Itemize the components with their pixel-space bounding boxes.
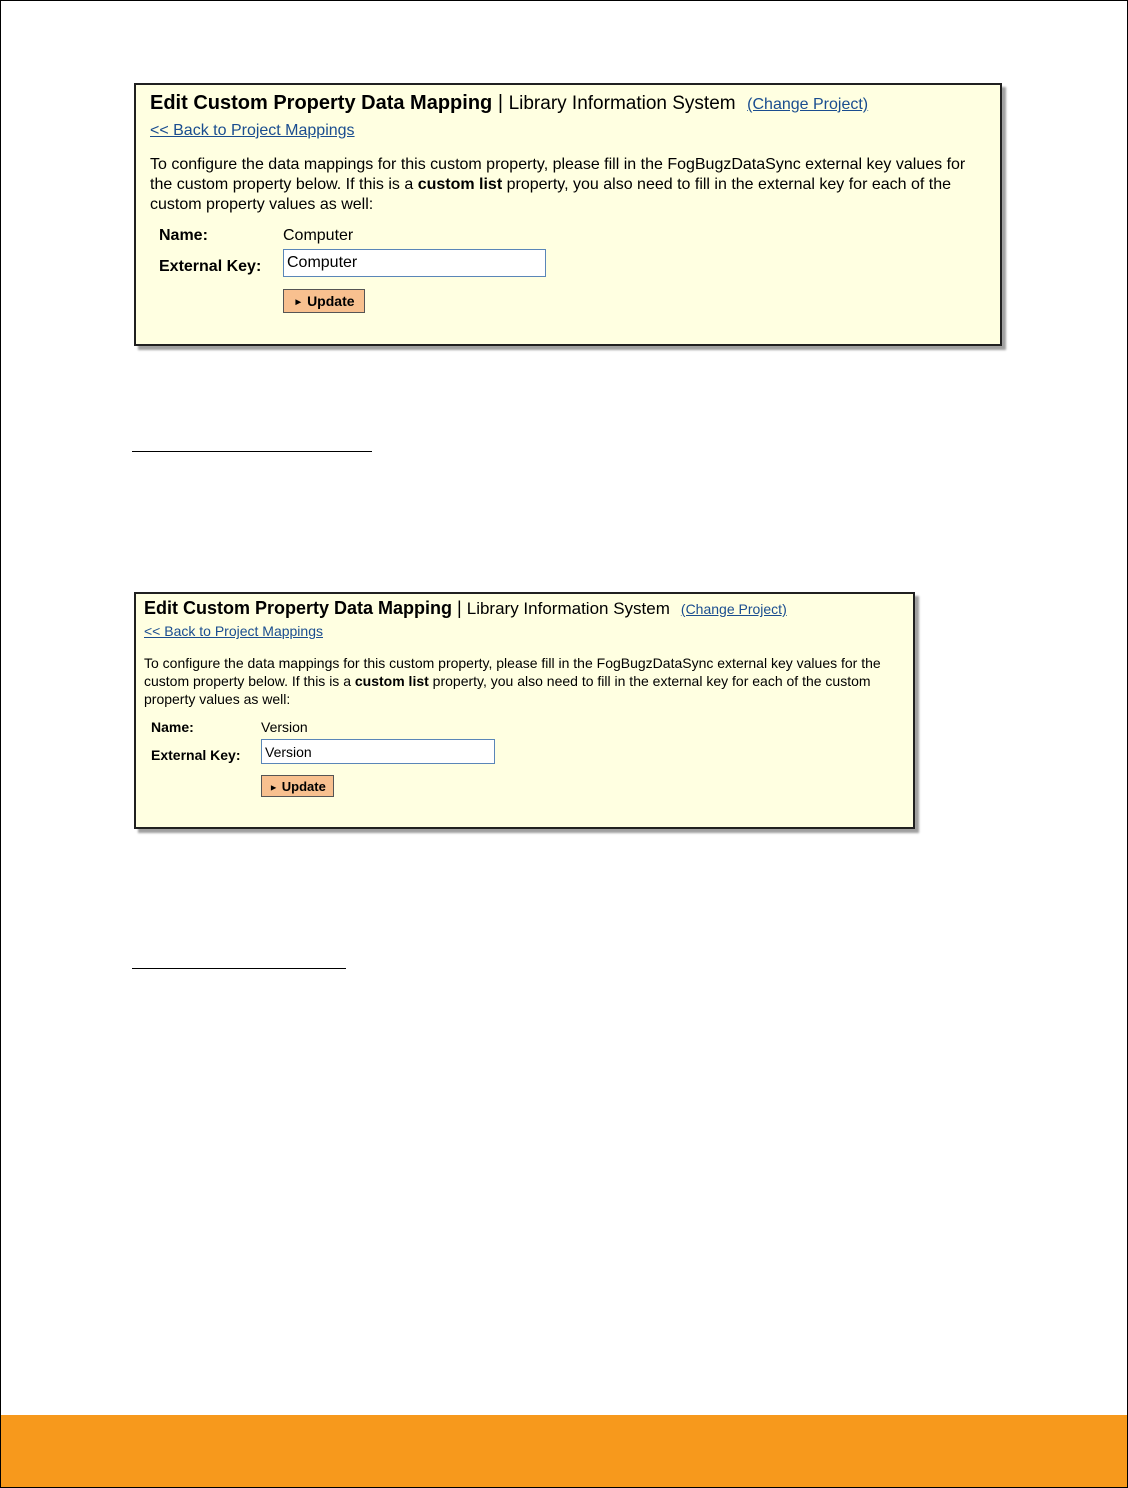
name-label: Name: (151, 719, 194, 735)
mapping-form (144, 708, 905, 818)
project-name: Library Information System (508, 93, 736, 114)
update-button[interactable] (283, 289, 365, 313)
instructions-part: To configure the data mappings for this custom property, please fill in the FogBugzDataSync external key values for the custom property below. If this is a (150, 156, 966, 193)
change-project-link[interactable]: (Change Project) (747, 96, 869, 113)
custom-property-mapping-panel-computer (134, 83, 1002, 346)
name-value: Version (261, 719, 308, 735)
external-key-label: External Key: (159, 258, 262, 275)
update-button-label: Update (307, 293, 355, 309)
instructions-emphasis: custom list (354, 673, 429, 689)
change-project-link[interactable]: (Change Project) (680, 601, 787, 617)
title-separator: | (497, 92, 504, 114)
instructions-part: property, you also need to fill in the external key for each of the custom property values as well: (144, 673, 871, 707)
back-to-project-mappings-link[interactable]: << Back to Project Mappings (144, 623, 323, 639)
external-key-input[interactable] (283, 249, 546, 277)
page-title: Edit Custom Property Data Mapping (144, 598, 453, 618)
external-key-input[interactable] (261, 739, 495, 764)
page-title: Edit Custom Property Data Mapping (150, 92, 493, 114)
instructions-part: To configure the data mappings for this custom property, please fill in the FogBugzDataSync external key values for the custom property below. If this is a (144, 655, 881, 689)
section-underline (132, 968, 346, 969)
instructions-part: property, you also need to fill in the external key for each of the custom property values as well: (150, 176, 952, 213)
panel-title (150, 92, 986, 122)
back-to-project-mappings-link[interactable]: << Back to Project Mappings (150, 122, 355, 139)
panel-title (144, 597, 905, 623)
instructions-text (144, 654, 904, 708)
external-key-label: External Key: (151, 747, 241, 763)
name-label: Name: (159, 227, 208, 244)
project-name: Library Information System (466, 599, 670, 618)
custom-property-mapping-panel-version (134, 592, 915, 829)
update-button[interactable] (261, 775, 334, 797)
section-underline (132, 451, 372, 452)
instructions-text (150, 155, 990, 215)
play-arrow-icon: ► (293, 296, 304, 308)
footer-bar (1, 1415, 1127, 1487)
play-arrow-icon: ► (269, 782, 279, 793)
mapping-form (150, 215, 986, 335)
name-value: Computer (283, 227, 354, 244)
title-separator: | (457, 598, 462, 618)
update-button-label: Update (281, 778, 326, 794)
instructions-emphasis: custom list (417, 176, 503, 193)
